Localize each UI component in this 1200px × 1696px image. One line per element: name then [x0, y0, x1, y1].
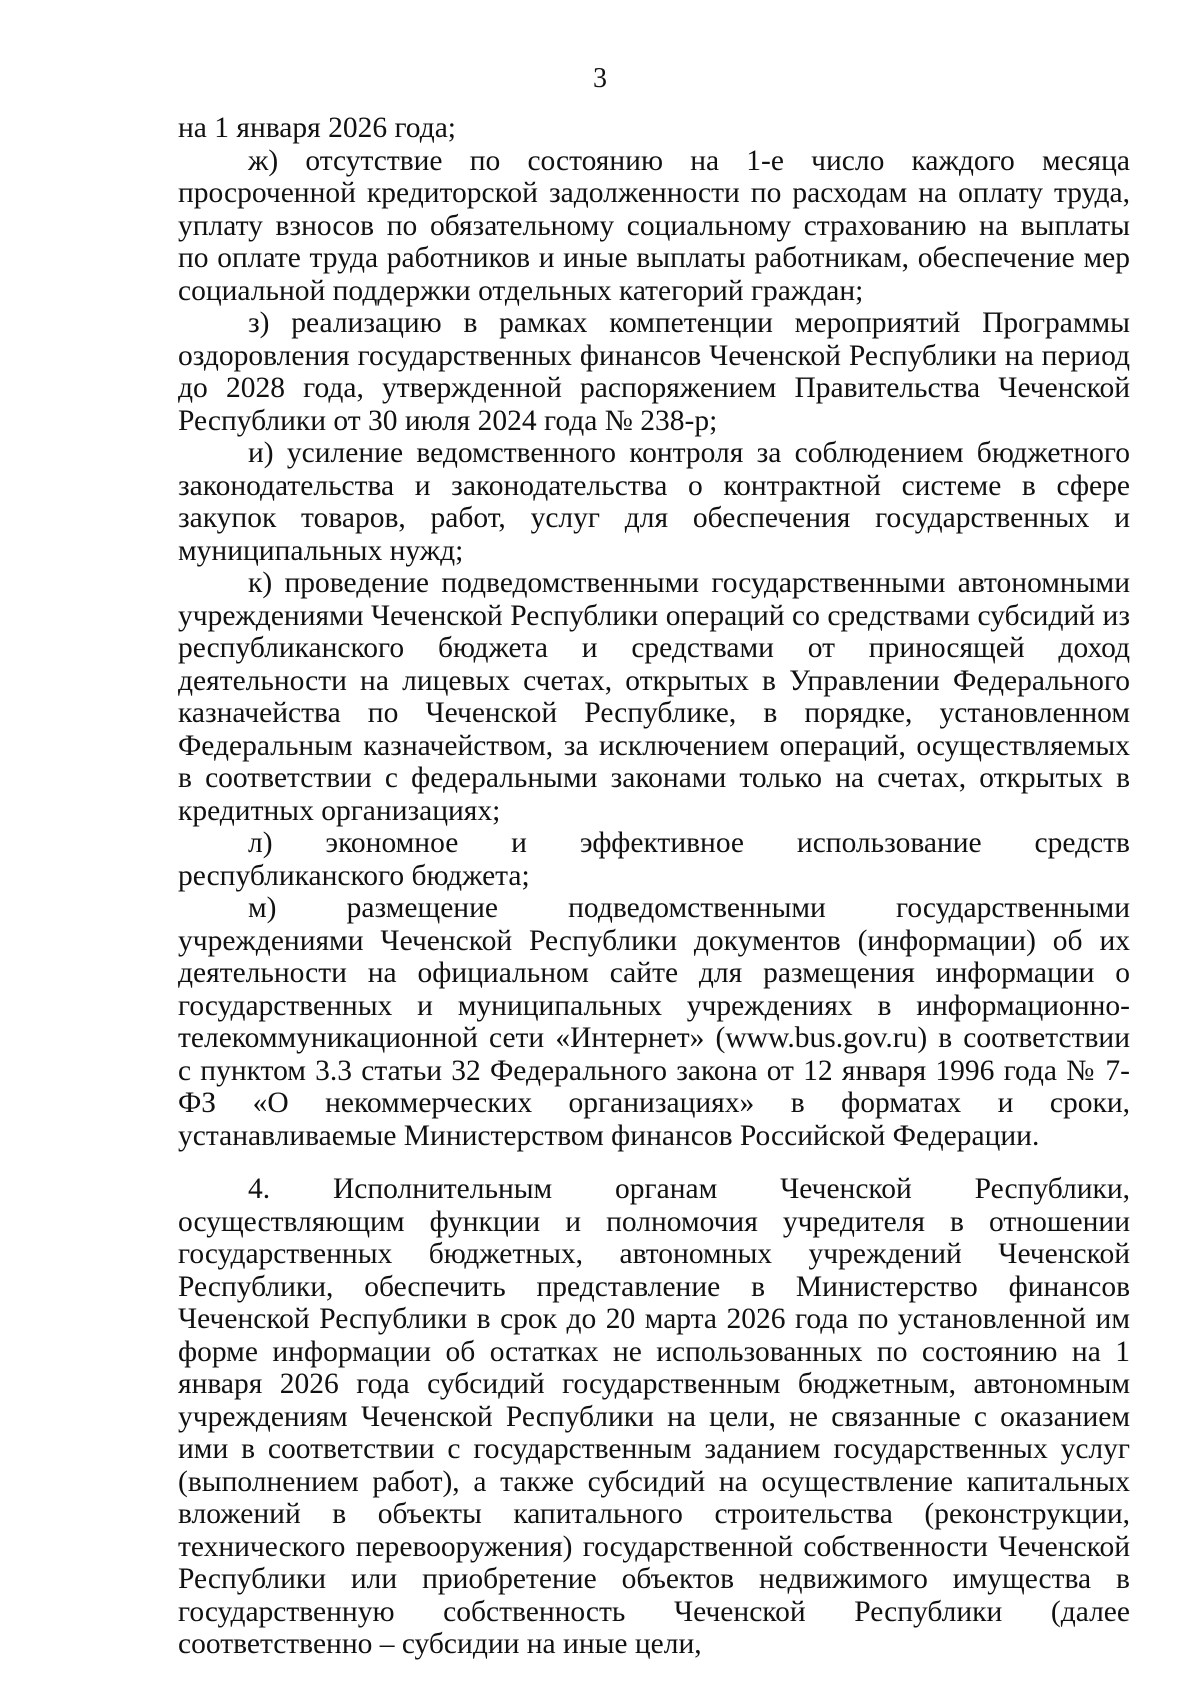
paragraph-item-zh: ж) отсутствие по состоянию на 1-е число каждого месяца просроченной кредиторской задолженности по расходам на оплату труда, уплату взносов по обязательному социальному страхованию на выплаты по оплате труда работников и иные выплаты работникам, обеспечение мер социальной поддержки отдельных категорий граждан; — [178, 144, 1130, 307]
page-number: 3 — [593, 63, 607, 94]
paragraph-item-i: и) усиление ведомственного контроля за соблюдением бюджетного законодательства и законодательства о контрактной системе в сфере закупок товаров, работ, услуг для обеспечения государственных и муниципальных нужд; — [178, 437, 1130, 567]
paragraph-item-l: л) экономное и эффективное использование средств республиканского бюджета; — [178, 827, 1130, 892]
paragraph-section-4: 4. Исполнительным органам Чеченской Республики, осуществляющим функции и полномочия учредителя в отношении государственных бюджетных, автономных учреждений Чеченской Республики, обеспечить представление в Министерство финансов Чеченской Республики в срок до 20 марта 2026 года по установленной им форме информации об остатках не использованных по состоянию на 1 января 2026 года субсидий государственным бюджетным, автономным учреждениям Чеченской Республики на цели, не связанные с оказанием ими в соответствии с государственным заданием государственных услуг (выполнением работ), а также субсидий на осуществление капитальных вложений в объекты капитального строительства (реконструкции, технического перевооружения) государственной собственности Чеченской Республики или приобретение объектов недвижимого имущества в государственную собственность Чеченской Республики (далее соответственно – субсидии на иные цели, — [178, 1173, 1130, 1660]
paragraph-item-m: м) размещение подведомственными государственными учреждениями Чеченской Республики документов (информации) об их деятельности на официальном сайте для размещения информации о государственных и муниципальных учреждениях в информационно-телекоммуникационной сети «Интернет» (www.bus.gov.ru) в соответствии с пунктом 3.3 статьи 32 Федерального закона от 12 января 1996 года № 7-ФЗ «О некоммерческих организациях» в форматах и сроки, устанавливаемые Министерством финансов Российской Федерации. — [178, 892, 1130, 1152]
paragraph-continuation: на 1 января 2026 года; — [178, 112, 457, 144]
paragraph-item-k: к) проведение подведомственными государственными автономными учреждениями Чеченской Республики операций со средствами субсидий из республиканского бюджета и средствами от приносящей доход деятельности на лицевых счетах, открытых в Управлении Федерального казначейства по Чеченской Республике, в порядке, установленном Федеральным казначейством, за исключением операций, осуществляемых в соответствии с федеральными законами только на счетах, открытых в кредитных организациях; — [178, 567, 1130, 827]
document-body — [178, 112, 1130, 1661]
paragraph-item-z: з) реализацию в рамках компетенции мероприятий Программы оздоровления государственных финансов Чеченской Республики на период до 2028 года, утвержденной распоряжением Правительства Чеченской Республики от 30 июля 2024 года № 238-р; — [178, 307, 1130, 437]
